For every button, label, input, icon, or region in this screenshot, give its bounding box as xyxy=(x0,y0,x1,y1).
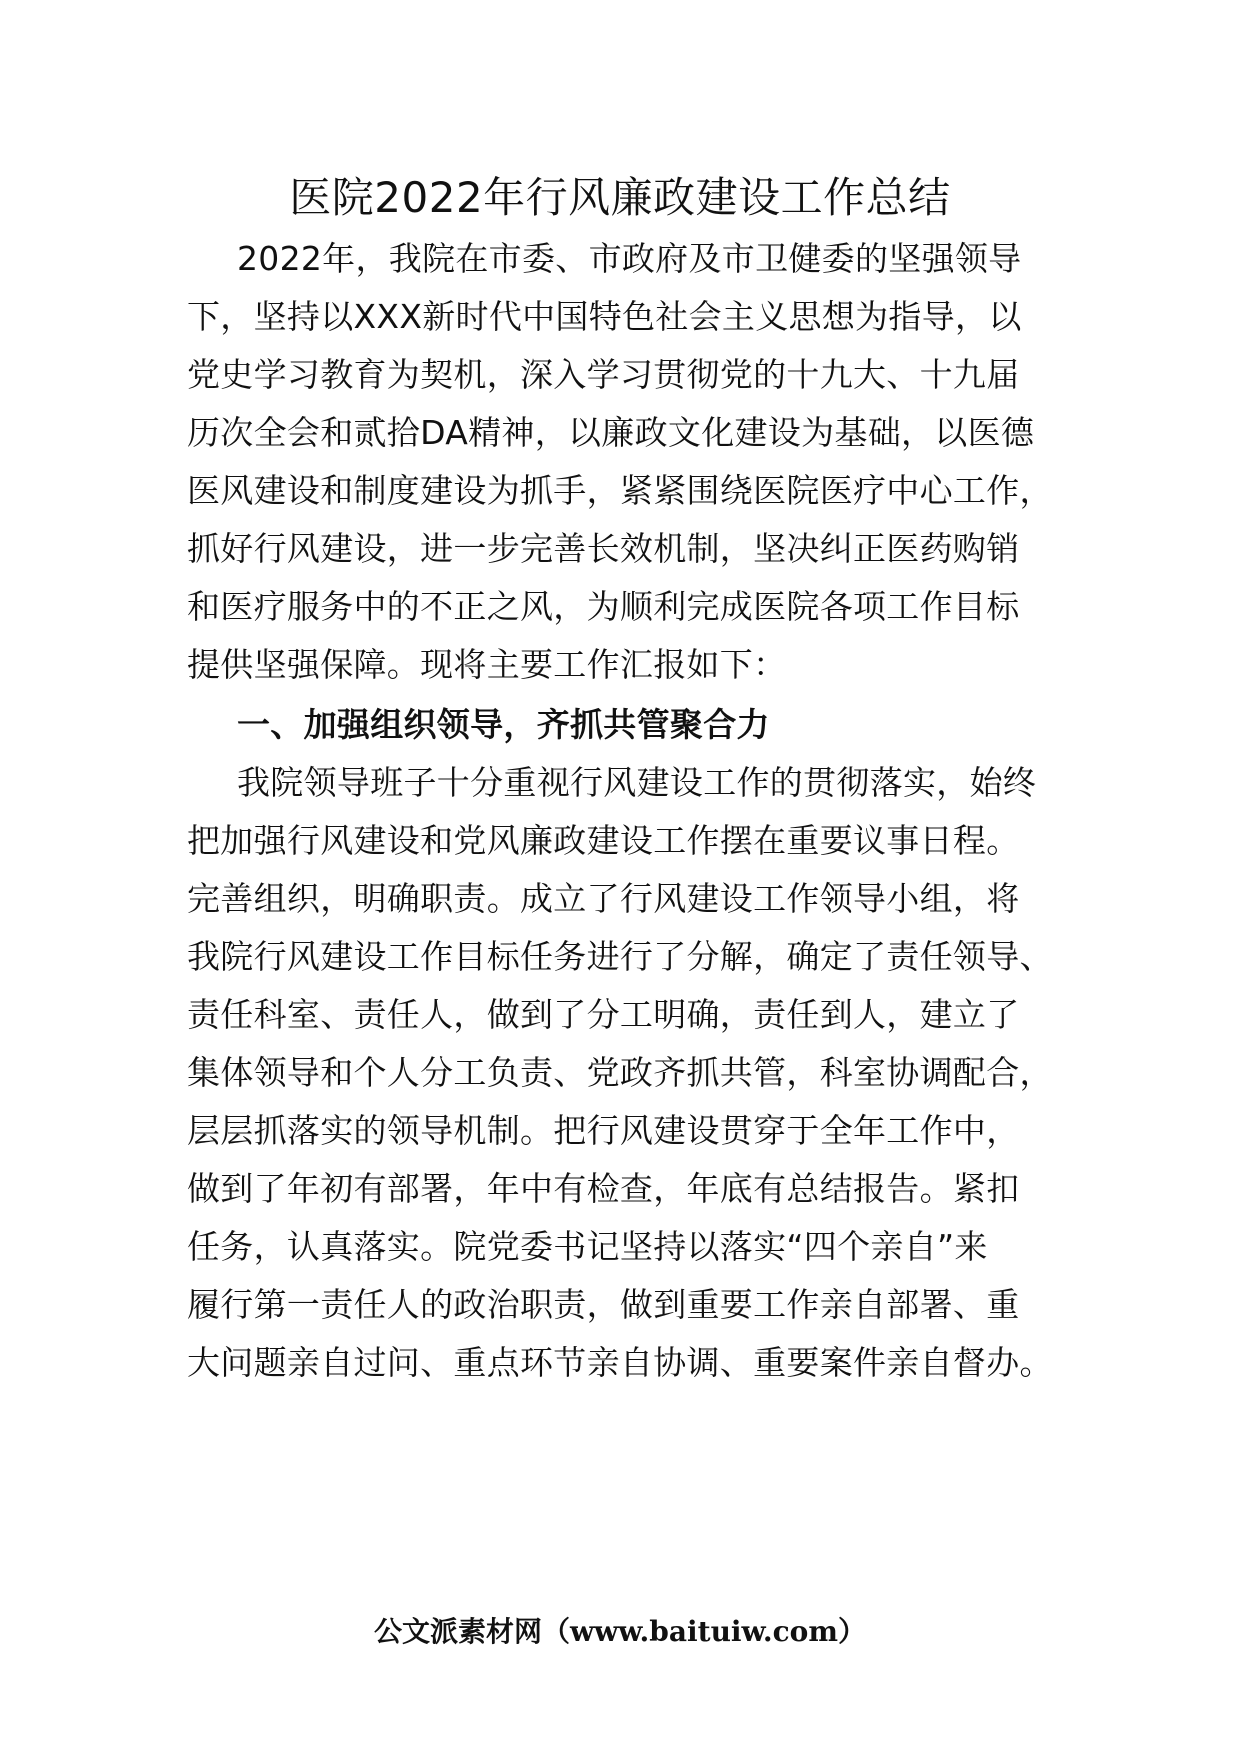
text-line: 任务，认真落实。院党委书记坚持以落实“四个亲自”来 xyxy=(187,1227,988,1266)
text-line: 把加强行风建设和党风廉政建设工作摆在重要议事日程。 xyxy=(187,821,1020,860)
text-line: 做到了年初有部署，年中有检查，年底有总结报告。紧扣 xyxy=(187,1169,1020,1208)
footer-watermark: 公文派素材网（www.baituiw.com） xyxy=(374,1615,866,1648)
text-line: 党史学习教育为契机，深入学习贯彻党的十九大、十九届 xyxy=(187,355,1020,394)
text-line: 我院行风建设工作目标任务进行了分解，确定了责任领导、 xyxy=(187,937,1053,976)
text-line: 大问题亲自过问、重点环节亲自协调、重要案件亲自督办。 xyxy=(187,1343,1053,1382)
text-line: 提供坚强保障。现将主要工作汇报如下： xyxy=(187,645,787,684)
text-line: 下，坚持以XXX新时代中国特色社会主义思想为指导，以 xyxy=(187,297,1022,336)
text-line: 层层抓落实的领导机制。把行风建设贯穿于全年工作中， xyxy=(187,1111,1020,1150)
text-line: 抓好行风建设，进一步完善长效机制，坚决纠正医药购销 xyxy=(187,529,1020,568)
document-title: 医院2022年行风廉政建设工作总结 xyxy=(289,173,951,222)
text-line: 和医疗服务中的不正之风，为顺利完成医院各项工作目标 xyxy=(187,587,1020,626)
text-line: 责任科室、责任人，做到了分工明确，责任到人，建立了 xyxy=(187,995,1020,1034)
text-line: 履行第一责任人的政治职责，做到重要工作亲自部署、重 xyxy=(187,1285,1020,1324)
text-line: 历次全会和贰拾DA精神，以廉政文化建设为基础，以医德 xyxy=(187,413,1035,452)
text-line: 完善组织，明确职责。成立了行风建设工作领导小组，将 xyxy=(187,879,1020,918)
text-line: 集体领导和个人分工负责、党政齐抓共管，科室协调配合， xyxy=(187,1053,1053,1092)
text-line: 医风建设和制度建设为抓手，紧紧围绕医院医疗中心工作， xyxy=(187,471,1053,510)
section-heading: 一、加强组织领导，齐抓共管聚合力 xyxy=(237,705,770,744)
text-line: 2022年，我院在市委、市政府及市卫健委的坚强领导 xyxy=(237,239,1022,278)
text-line: 我院领导班子十分重视行风建设工作的贯彻落实，始终 xyxy=(237,763,1037,802)
